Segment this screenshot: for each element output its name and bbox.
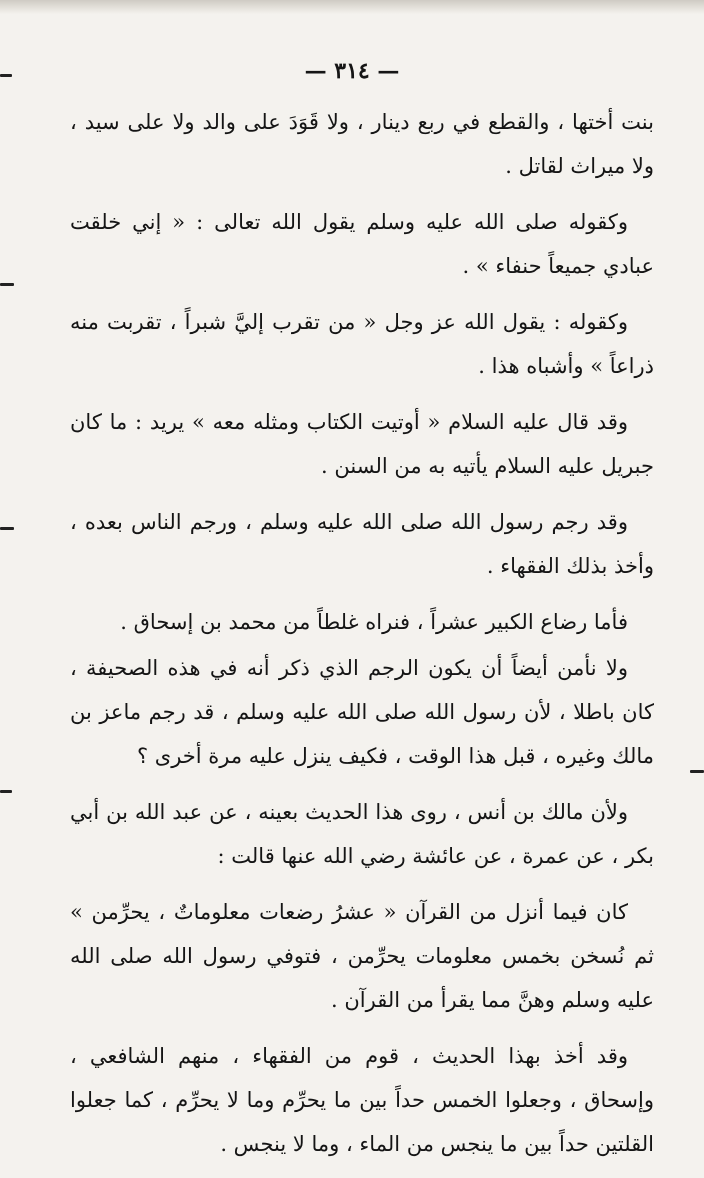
margin-mark: [690, 770, 704, 773]
page-number: — ٣١٤ —: [304, 58, 400, 84]
paragraph-3: وكقوله : يقول الله عز وجل « من تقرب إليَّ شبراً ، تقربت منه ذراعاً » وأشباه هذا .: [70, 310, 654, 378]
paragraph-9: كان فيما أنزل من القرآن « عشرُ رضعات معلوماتٌ ، يحرِّمن » ثم نُسخن بخمس معلومات يحرِّمن ، فتوفي رسول الله صلى الله عليه وسلم وهنَّ مما يقرأ من القرآن .: [70, 900, 654, 1012]
paragraph-7: ولا نأمن أيضاً أن يكون الرجم الذي ذكر أنه في هذه الصحيفة ، كان باطلا ، لأن رسول الله صلى الله عليه وسلم ، قد رجم ماعز بن مالك وغيره ، قبل هذا الوقت ، فكيف ينزل عليه مرة أخرى ؟: [70, 656, 654, 768]
page-top-edge: [0, 0, 704, 14]
margin-mark: [0, 527, 14, 530]
body-text: [70, 100, 654, 1178]
margin-mark: [0, 790, 12, 793]
paragraph-2: وكقوله صلى الله عليه وسلم يقول الله تعالى : « إني خلقت عبادي جميعاً حنفاء » .: [70, 210, 654, 278]
paragraph-1: بنت أختها ، والقطع في ربع دينار ، ولا قَوَدَ على والد ولا على سيد ، ولا ميراث لقاتل .: [70, 110, 654, 178]
margin-mark: [0, 283, 14, 286]
paragraph-4: وقد قال عليه السلام « أوتيت الكتاب ومثله معه » يريد : ما كان جبريل عليه السلام يأتيه به من السنن .: [70, 410, 654, 478]
paragraph-5: وقد رجم رسول الله صلى الله عليه وسلم ، ورجم الناس بعده ، وأخذ بذلك الفقهاء .: [70, 510, 654, 578]
paragraph-6: فأما رضاع الكبير عشراً ، فنراه غلطاً من محمد بن إسحاق .: [120, 610, 628, 634]
paragraph-8: ولأن مالك بن أنس ، روى هذا الحديث بعينه ، عن عبد الله بن أبي بكر ، عن عمرة ، عن عائشة رضي الله عنها قالت :: [70, 800, 654, 868]
paragraph-10: وقد أخذ بهذا الحديث ، قوم من الفقهاء ، منهم الشافعي ، وإسحاق ، وجعلوا الخمس حداً بين ما يحرِّم وما لا يحرِّم ، كما جعلوا القلتين حداً بين ما ينجس من الماء ، وما لا ينجس .: [70, 1044, 654, 1156]
